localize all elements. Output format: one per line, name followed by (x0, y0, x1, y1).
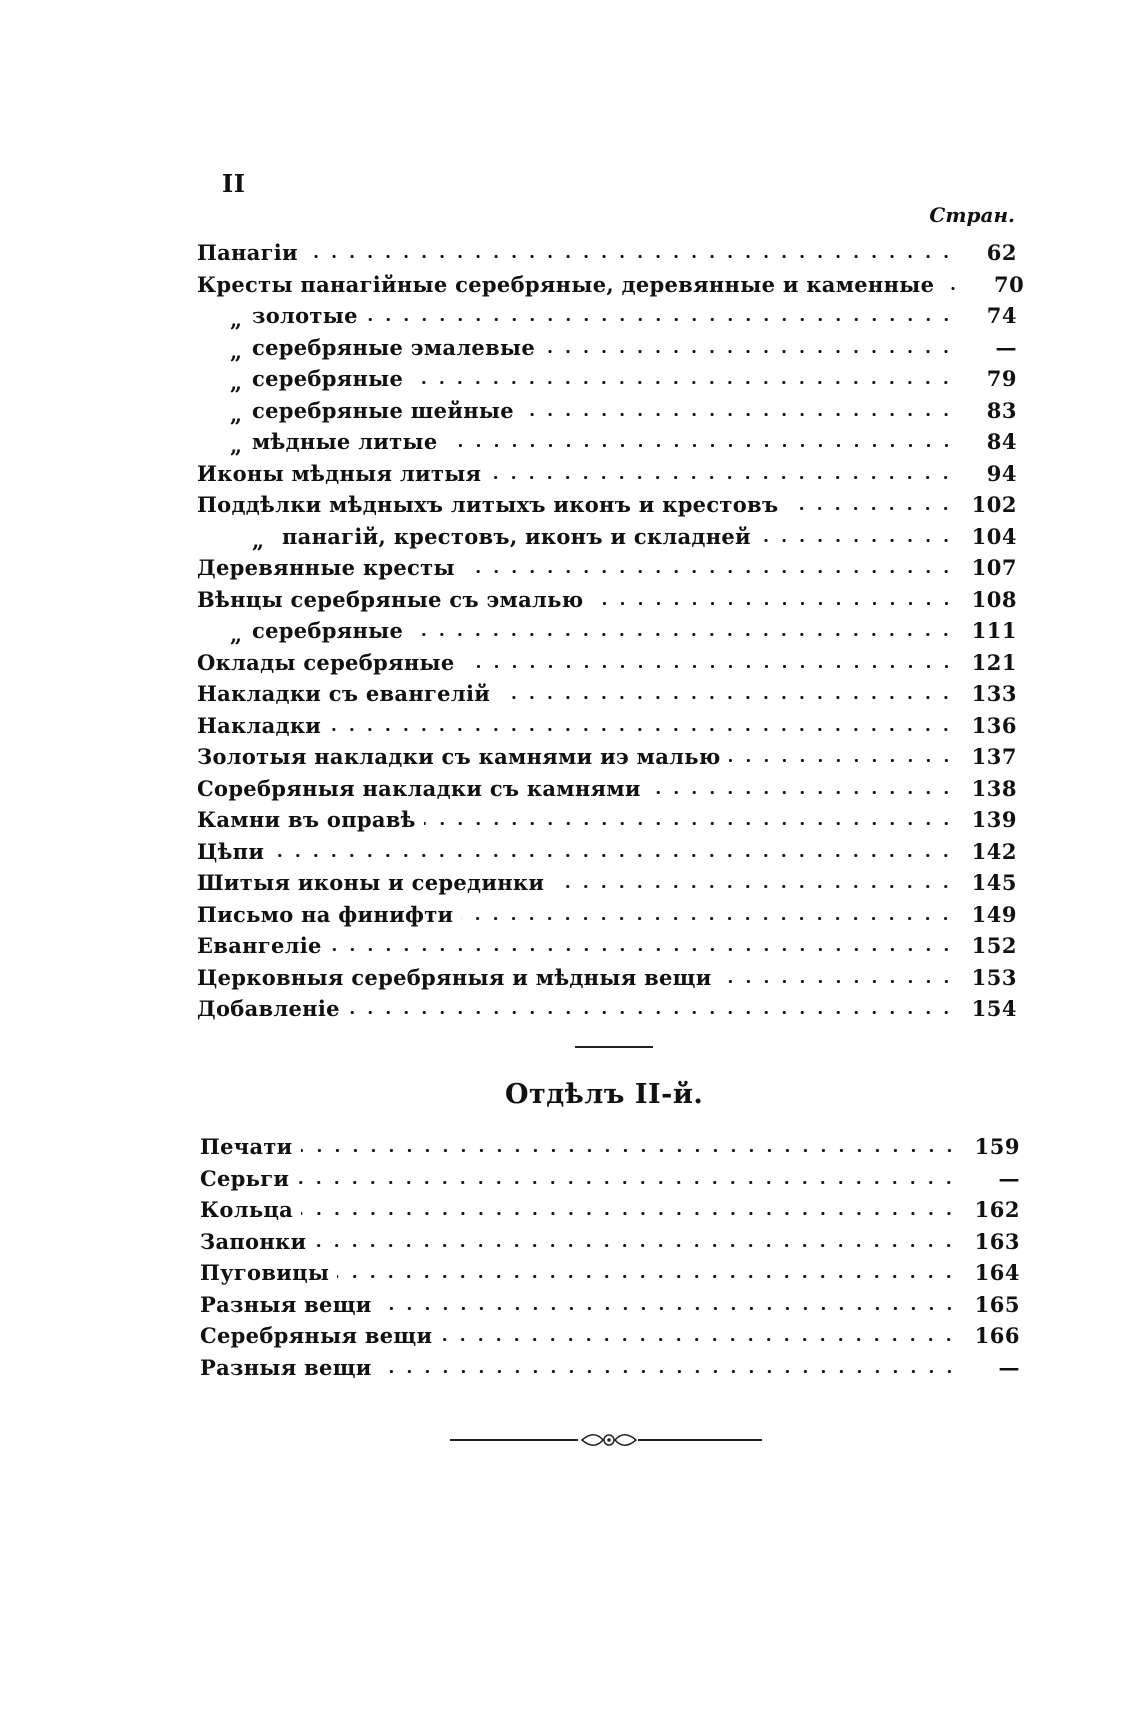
toc-row (197, 552, 1017, 584)
toc-page-number: 74 (986, 303, 1017, 329)
toc-page-number: 121 (971, 649, 1017, 675)
toc-page-number: 70 (994, 271, 1025, 297)
ditto-mark: „ (229, 433, 243, 459)
toc-title: Добавленіе (197, 996, 340, 1022)
dot-leader (498, 694, 955, 701)
dot-leader (330, 946, 955, 953)
toc-title: мѣдные литые (252, 429, 438, 455)
dot-leader (440, 1336, 958, 1343)
toc-page-number: 154 (971, 996, 1017, 1022)
toc-page-number: 138 (971, 775, 1017, 801)
dot-leader (649, 789, 955, 796)
dot-leader (301, 1210, 958, 1217)
toc-row (197, 678, 1017, 710)
dot-leader (301, 1147, 958, 1154)
ornamental-rule-icon (450, 1431, 762, 1449)
toc-title: Цѣпи (197, 838, 265, 864)
toc-title: серебряные (252, 618, 404, 644)
dot-leader (380, 1368, 958, 1375)
dot-leader (329, 726, 955, 733)
toc-title: Письмо на финифти (197, 901, 454, 927)
toc-page-number: 108 (971, 586, 1017, 612)
toc-row (197, 804, 1017, 836)
toc-title: Церковныя серебряныя и мѣдныя вещи (197, 964, 712, 990)
toc-page-number: 94 (986, 460, 1017, 486)
toc-title: Разныя вещи (200, 1354, 372, 1380)
toc-page-number: 162 (974, 1197, 1020, 1223)
toc-title: Поддѣлки мѣдныхъ литыхъ иконъ и крестовъ (197, 492, 779, 518)
dot-leader (543, 348, 955, 355)
toc-page-number: 107 (971, 555, 1017, 581)
page-column-label: Стран. (929, 203, 1015, 227)
toc-row (197, 993, 1017, 1025)
toc-row (197, 300, 1017, 332)
toc-row (197, 269, 1025, 301)
toc-title: Соребряныя накладки съ камнями (197, 775, 641, 801)
dot-leader (489, 474, 955, 481)
toc-page-number: 84 (986, 429, 1017, 455)
toc-row (200, 1226, 1020, 1258)
toc-title: серебряные (252, 366, 404, 392)
toc-page-number: 62 (986, 240, 1017, 266)
dot-leader (759, 537, 955, 544)
toc-page-number: 165 (974, 1291, 1020, 1317)
toc-page-number: 164 (974, 1260, 1020, 1286)
toc-row (200, 1163, 1020, 1195)
toc-title: Шитыя иконы и серединки (197, 870, 545, 896)
toc-row (197, 521, 1017, 553)
toc-page-number: 159 (974, 1134, 1020, 1160)
dot-leader (463, 663, 955, 670)
toc-row (197, 647, 1017, 679)
toc-row (197, 773, 1017, 805)
toc-title: Камни въ оправѣ (197, 807, 416, 833)
contents-list-section-2 (200, 1131, 1020, 1383)
toc-title: панагій, крестовъ, иконъ и складней (282, 523, 751, 549)
ditto-mark: „ (229, 622, 243, 648)
toc-row (200, 1320, 1020, 1352)
toc-row (197, 332, 1017, 364)
dot-leader (380, 1305, 958, 1312)
toc-page-number: 136 (971, 712, 1017, 738)
toc-page-number: — (995, 334, 1017, 360)
dot-leader (592, 600, 956, 607)
toc-page-number: 133 (971, 681, 1017, 707)
toc-page-number: 149 (971, 901, 1017, 927)
toc-page-number: 102 (971, 492, 1017, 518)
toc-title: Евангеліе (197, 933, 322, 959)
toc-title: Кресты панагійные серебряные, деревянные и каменные (197, 271, 935, 297)
dot-leader (729, 757, 955, 764)
toc-page-number: 83 (986, 397, 1017, 423)
dot-leader (552, 883, 955, 890)
dot-leader (942, 285, 962, 292)
toc-row (200, 1352, 1020, 1384)
toc-title: Деревянные кресты (197, 555, 455, 581)
toc-page-number: 166 (974, 1323, 1020, 1349)
toc-title: Запонки (200, 1228, 307, 1254)
toc-row (197, 930, 1017, 962)
dot-leader (411, 631, 955, 638)
toc-title: Панагіи (197, 240, 298, 266)
dot-leader (786, 505, 955, 512)
toc-page-number: 139 (971, 807, 1017, 833)
dot-leader (461, 915, 955, 922)
toc-page-number: 153 (971, 964, 1017, 990)
toc-row (197, 237, 1017, 269)
dot-leader (424, 820, 955, 827)
ornament-right-line (638, 1439, 762, 1441)
ornament-center-icon (580, 1431, 638, 1449)
toc-title: Кольца (200, 1197, 294, 1223)
toc-row (200, 1289, 1020, 1321)
toc-row (197, 867, 1017, 899)
ditto-mark: „ (229, 307, 243, 333)
toc-row (197, 363, 1017, 395)
toc-page-number: 111 (971, 618, 1017, 644)
toc-page-number: 145 (971, 870, 1017, 896)
toc-title: Накладки съ евангелій (197, 681, 491, 707)
toc-title: Иконы мѣдныя литыя (197, 460, 482, 486)
toc-title: Вѣнцы серебряные съ эмалью (197, 586, 584, 612)
toc-page-number: — (998, 1165, 1020, 1191)
toc-row (197, 962, 1017, 994)
toc-page-number: 163 (974, 1228, 1020, 1254)
toc-title: Накладки (197, 712, 322, 738)
toc-row (197, 741, 1017, 773)
dot-leader (720, 978, 955, 985)
dot-leader (306, 253, 955, 260)
toc-row (197, 710, 1017, 742)
dot-leader (366, 316, 955, 323)
dot-leader (314, 1242, 958, 1249)
toc-page-number: 104 (971, 523, 1017, 549)
toc-row (197, 426, 1017, 458)
toc-page-number: 79 (986, 366, 1017, 392)
ditto-mark: „ (229, 338, 243, 364)
dot-leader (348, 1009, 955, 1016)
toc-title: Серебряныя вещи (200, 1323, 433, 1349)
dot-leader (446, 442, 955, 449)
toc-title: Золотыя накладки съ камнями иэ малью (197, 744, 721, 770)
dot-leader (411, 379, 955, 386)
toc-row (197, 584, 1017, 616)
contents-list-section-1 (197, 237, 1025, 1025)
toc-title: Разныя вещи (200, 1291, 372, 1317)
toc-title: Серьги (200, 1165, 290, 1191)
toc-title: серебряные шейные (252, 397, 514, 423)
toc-page-number: 137 (971, 744, 1017, 770)
section-divider-rule (575, 1046, 653, 1048)
dot-leader (337, 1273, 958, 1280)
toc-row (197, 899, 1017, 931)
toc-row (197, 458, 1017, 490)
ditto-mark: „ (229, 401, 243, 427)
dot-leader (522, 411, 955, 418)
toc-title: Печати (200, 1134, 293, 1160)
toc-row (197, 489, 1017, 521)
toc-page-number: 152 (971, 933, 1017, 959)
ditto-mark: „ (251, 527, 265, 553)
ornament-left-line (450, 1439, 578, 1441)
toc-title: серебряные эмалевые (252, 334, 535, 360)
toc-title: Оклады серебряные (197, 649, 455, 675)
toc-row (200, 1194, 1020, 1226)
dot-leader (463, 568, 955, 575)
toc-title: золотые (252, 303, 358, 329)
section-heading: Отдѣлъ II-й. (505, 1079, 704, 1110)
toc-row (200, 1257, 1020, 1289)
toc-page-number: 142 (971, 838, 1017, 864)
toc-row (197, 395, 1017, 427)
toc-row (197, 615, 1017, 647)
dot-leader (297, 1179, 958, 1186)
toc-row (200, 1131, 1020, 1163)
toc-page-number: — (998, 1354, 1020, 1380)
ditto-mark: „ (229, 370, 243, 396)
toc-title: Пуговицы (200, 1260, 330, 1286)
toc-row (197, 836, 1017, 868)
dot-leader (272, 852, 955, 859)
page-number: II (222, 169, 246, 198)
